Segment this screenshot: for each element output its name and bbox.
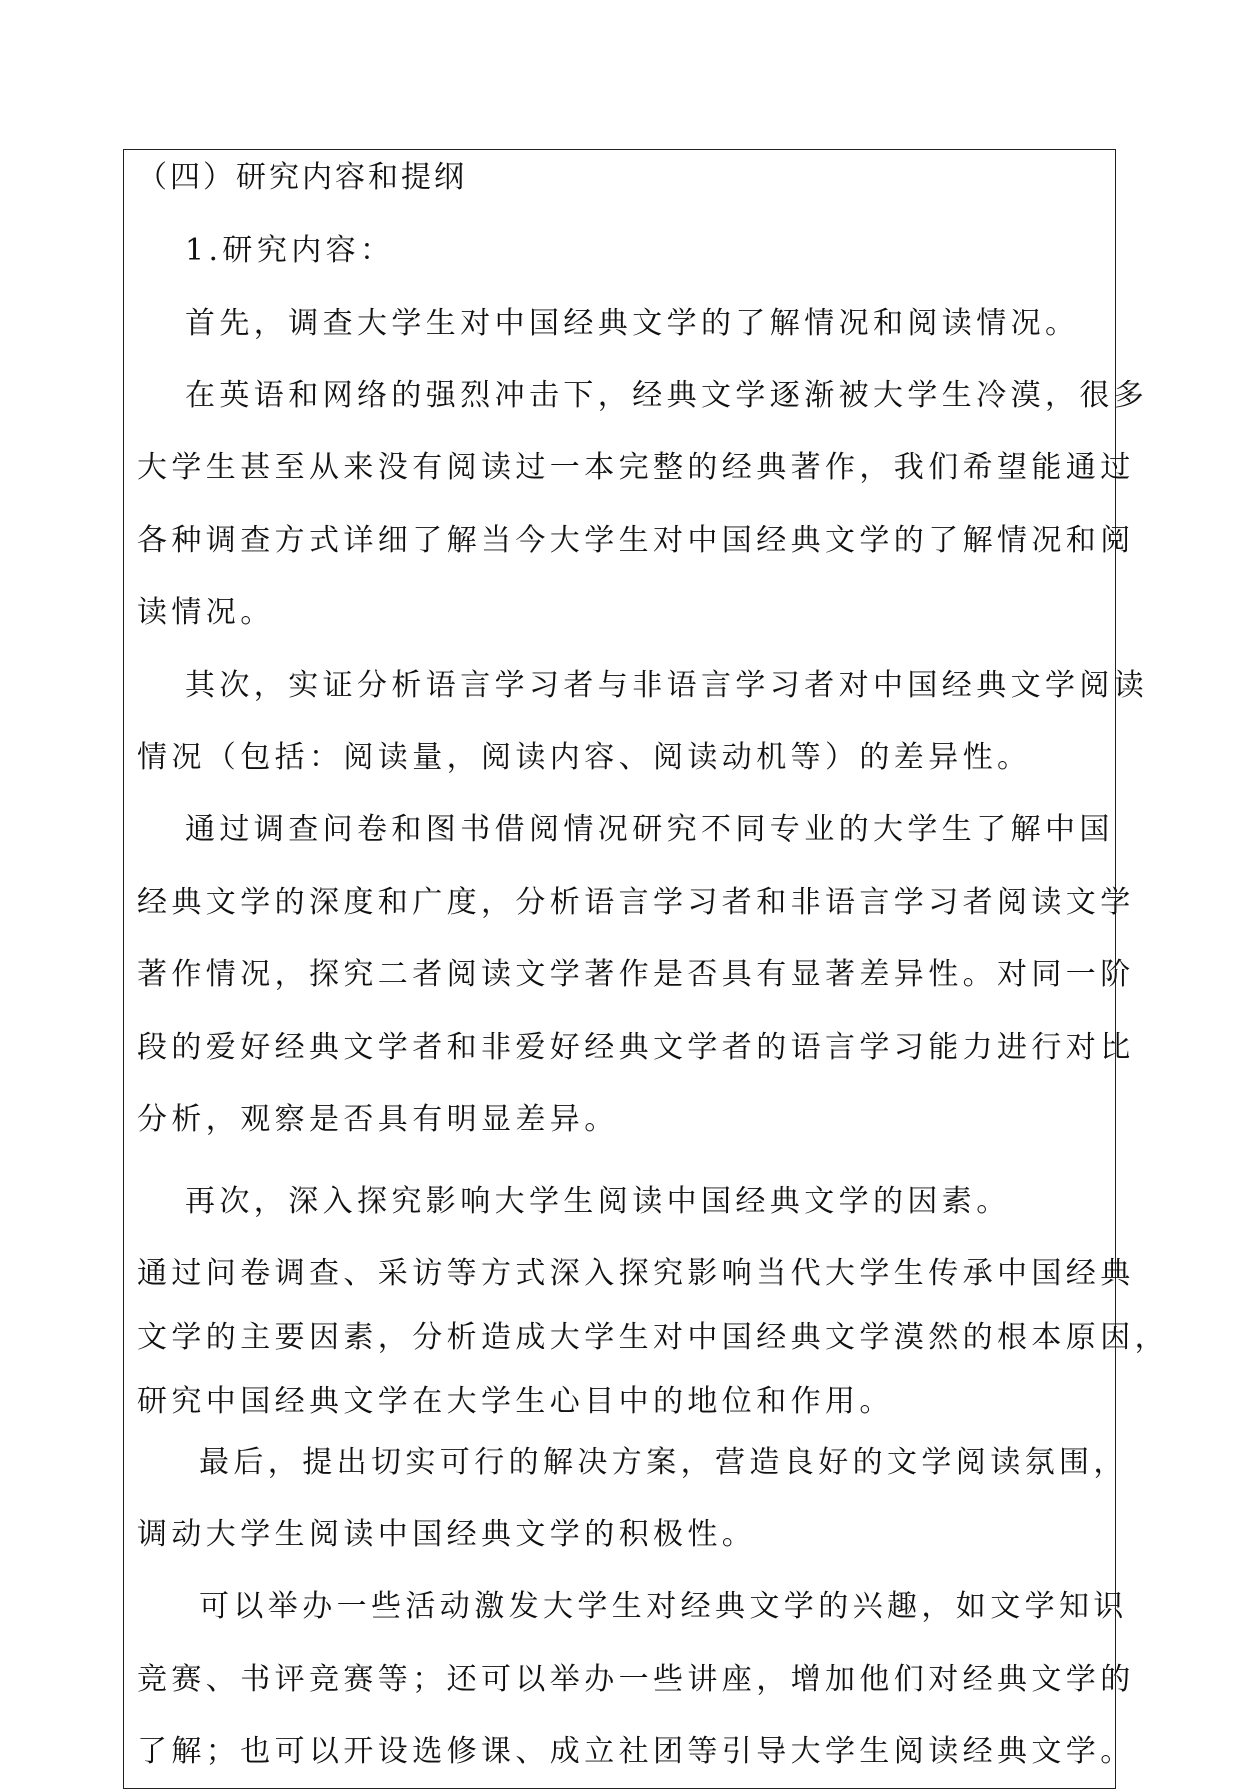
- paragraph-line: 了解；也可以开设选修课、成立社团等引导大学生阅读经典文学。: [137, 1734, 1135, 1769]
- paragraph-line: 著作情况，探究二者阅读文学著作是否具有显著差异性。对同一阶: [137, 957, 1135, 992]
- paragraph-line: 情况（包括：阅读量，阅读内容、阅读动机等）的差异性。: [137, 740, 1032, 775]
- paragraph-line: 调动大学生阅读中国经典文学的积极性。: [137, 1517, 757, 1552]
- paragraph-line: 经典文学的深度和广度，分析语言学习者和非语言学习者阅读文学: [137, 885, 1135, 920]
- paragraph-line: 竞赛、书评竞赛等；还可以举办一些讲座，增加他们对经典文学的: [137, 1662, 1135, 1697]
- subheading: 1.研究内容：: [185, 233, 395, 268]
- paragraph-line: 可以举办一些活动激发大学生对经典文学的兴趣，如文学知识: [199, 1589, 1128, 1624]
- paragraph-line: 分析，观察是否具有明显差异。: [137, 1102, 619, 1137]
- paragraph-line: 大学生甚至从来没有阅读过一本完整的经典著作，我们希望能通过: [137, 450, 1135, 485]
- paragraph-line: 各种调查方式详细了解当今大学生对中国经典文学的了解情况和阅: [137, 523, 1135, 558]
- paragraph-line: 其次，实证分析语言学习者与非语言学习者对中国经典文学阅读: [185, 668, 1149, 703]
- paragraph-line: 段的爱好经典文学者和非爱好经典文学者的语言学习能力进行对比: [137, 1030, 1135, 1065]
- document-frame: [123, 149, 1169, 1789]
- paragraph-line: 再次，深入探究影响大学生阅读中国经典文学的因素。: [185, 1184, 1011, 1219]
- paragraph-line: 在英语和网络的强烈冲击下，经典文学逐渐被大学生冷漠，很多: [185, 378, 1149, 413]
- paragraph-line: 通过调查问卷和图书借阅情况研究不同专业的大学生了解中国: [185, 812, 1114, 847]
- paragraph-line: 研究中国经典文学在大学生心目中的地位和作用。: [137, 1384, 894, 1419]
- paragraph-line: 最后，提出切实可行的解决方案，营造良好的文学阅读氛围，: [199, 1445, 1128, 1480]
- paragraph-line: 读情况。: [137, 595, 275, 630]
- paragraph-line: 首先，调查大学生对中国经典文学的了解情况和阅读情况。: [185, 306, 1080, 341]
- paragraph-line: 通过问卷调查、采访等方式深入探究影响当代大学生传承中国经典: [137, 1256, 1135, 1291]
- paragraph-line: 文学的主要因素，分析造成大学生对中国经典文学漠然的根本原因，: [137, 1320, 1169, 1355]
- section-heading: （四）研究内容和提纲: [137, 160, 467, 195]
